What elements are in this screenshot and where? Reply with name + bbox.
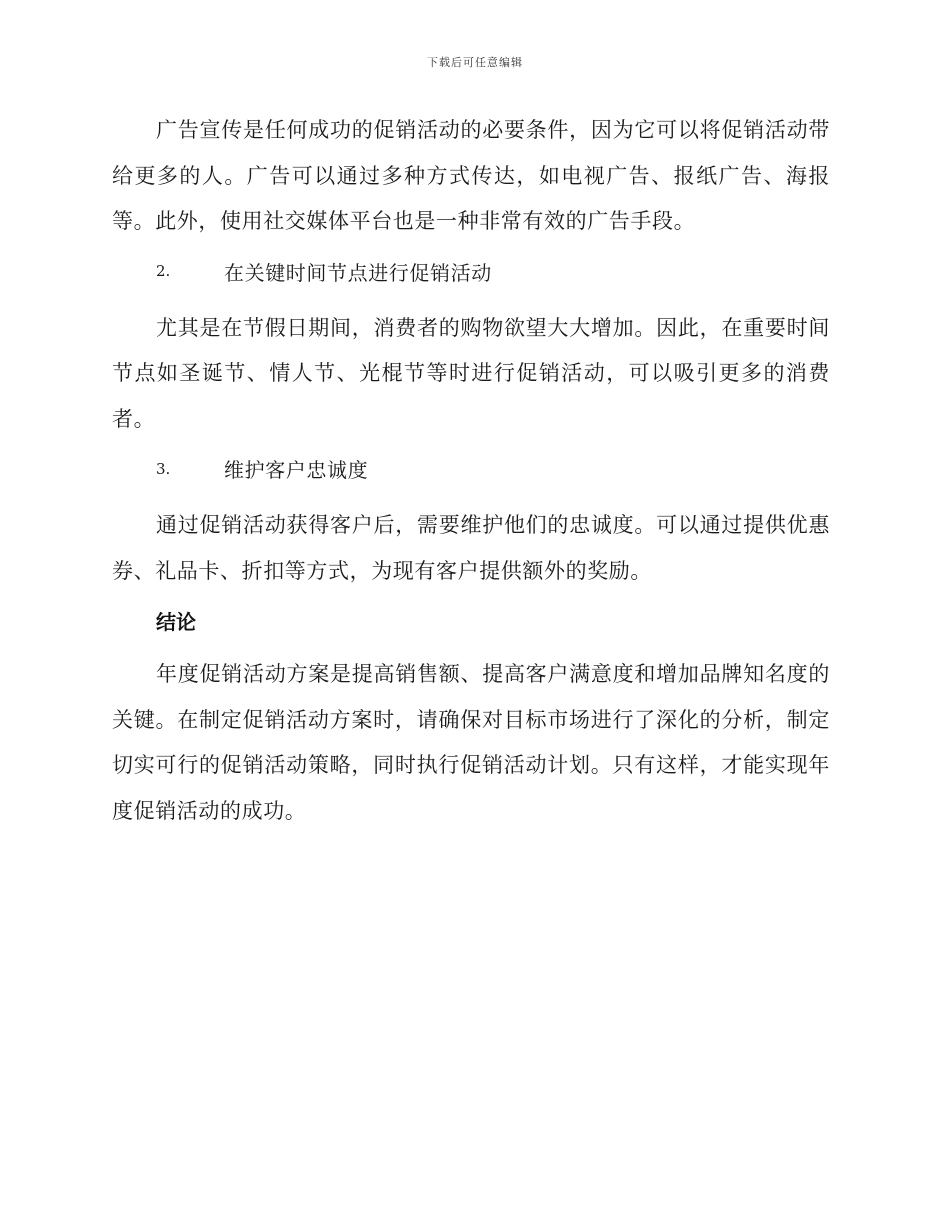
- list-item-3: [112, 448, 830, 489]
- paragraph-conclusion: 年度促销活动方案是提高销售额、提高客户满意度和增加品牌知名度的关键。在制定促销活动方案时，请确保对目标市场进行了深化的分析，制定切实可行的促销活动策略，同时执行促销活动计划。只有这样，才能实现年度促销活动的成功。: [112, 662, 830, 823]
- conclusion-heading: 结论: [156, 610, 196, 634]
- header-note: 下载后可任意编辑: [427, 56, 523, 69]
- list-item-heading: 在关键时间节点进行促销活动: [224, 260, 492, 285]
- list-item-2: [112, 251, 830, 292]
- paragraph-loyalty: 通过促销活动获得客户后，需要维护他们的忠诚度。可以通过提供优惠券、礼品卡、折扣等方式，为现有客户提供额外的奖励。: [112, 513, 830, 583]
- list-item-heading: 维护客户忠诚度: [224, 458, 369, 482]
- paragraph-advertising: 广告宣传是任何成功的促销活动的必要条件，因为它可以将促销活动带给更多的人。广告可以通过多种方式传达，如电视广告、报纸广告、海报等。此外，使用社交媒体平台也是一种非常有效的广告手段。: [112, 118, 830, 233]
- list-number: 2.: [156, 262, 171, 280]
- list-number: 3.: [156, 459, 171, 478]
- document-body: [112, 108, 830, 834]
- paragraph-timing: 尤其是在节假日期间，消费者的购物欲望大大增加。因此，在重要时间节点如圣诞节、情人节、光棍节等时进行促销活动，可以吸引更多的消费者。: [112, 315, 830, 431]
